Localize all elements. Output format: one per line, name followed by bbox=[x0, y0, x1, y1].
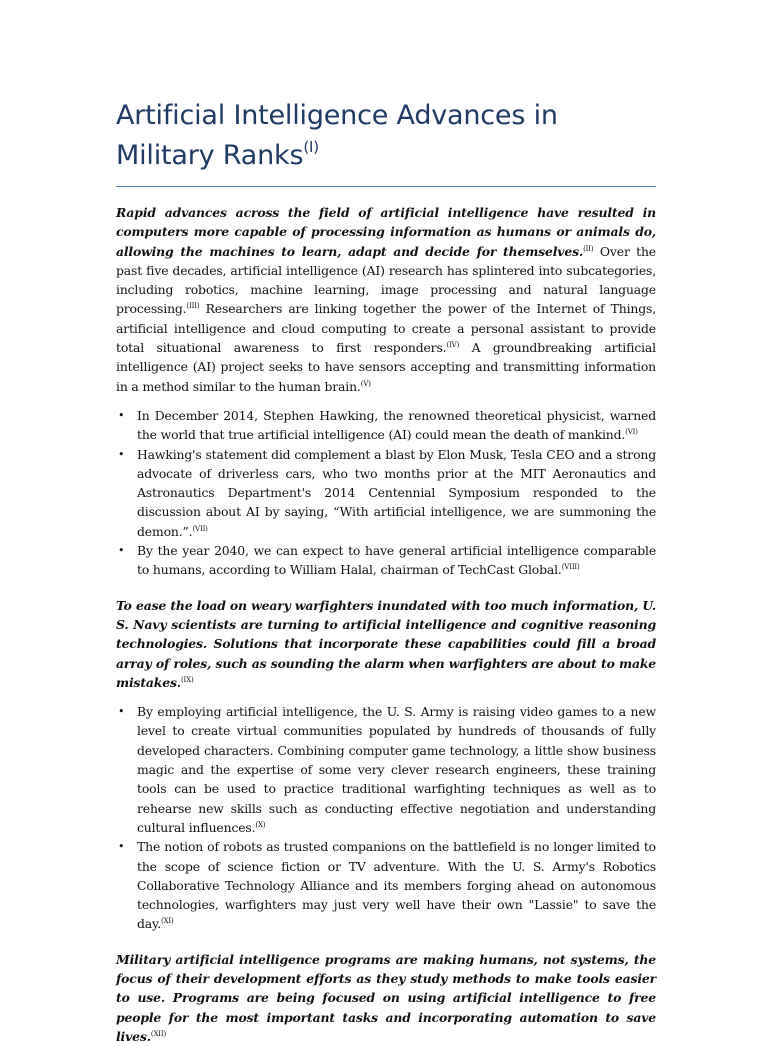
list-item bbox=[116, 702, 656, 837]
reference-marker: (XII) bbox=[150, 1029, 167, 1038]
reference-marker: (VII) bbox=[192, 524, 208, 533]
title-text: Artificial Intelligence Advances in Military Ranks bbox=[116, 100, 558, 171]
bullet-icon: • bbox=[118, 408, 125, 422]
list-item-text: In December 2014, Stephen Hawking, the renowned theoretical physicist, warned the world that true artificial intelligence (AI) could mean the death of mankind. bbox=[137, 407, 656, 443]
intro-text: Researchers are linking together the power of the Internet of Things, artificial intelligence and cloud computing to create a personal assistant to provide total situational awareness to first responders. bbox=[116, 301, 656, 356]
intro-text: Over the past five decades, artificial intelligence (AI) research has splintered into subcategories, including robotics, machine learning, image processing and natural language processing. bbox=[116, 243, 656, 317]
page-title bbox=[116, 96, 656, 176]
paragraph-text: To ease the load on weary warfighters inundated with too much information, U. S. Navy scientists are turning to artificial intelligence and cognitive reasoning technologies. Solutions that incorporate these capabilities could fill a broad array of roles, such as sounding the alarm when warfighters are about to make mistakes. bbox=[116, 597, 656, 690]
bullet-list-2 bbox=[116, 702, 656, 934]
reference-marker: (IX) bbox=[180, 675, 194, 684]
list-item-text: By employing artificial intelligence, the U. S. Army is raising video games to a new level to create virtual communities populated by hundreds of thousands of fully developed characters. Combining computer game technology, a little show business magic and the expertise of some very clever research engineers, these training tools can be used to practice traditional warfighting techniques as well as to rehearse new skills such as conducting effective negotiation and understanding cultural influences. bbox=[137, 704, 656, 835]
document-page bbox=[116, 0, 656, 1046]
bullet-icon: • bbox=[118, 840, 125, 854]
list-item bbox=[116, 541, 656, 580]
bullet-icon: • bbox=[118, 447, 125, 461]
bullet-icon: • bbox=[118, 544, 125, 558]
reference-marker: (III) bbox=[186, 302, 200, 311]
intro-text: A groundbreaking artificial intelligence (AI) project seeks to have sensors accepting and transmitting information in a method similar to the human brain. bbox=[116, 340, 656, 394]
title-divider bbox=[116, 186, 656, 187]
reference-marker: (II) bbox=[583, 244, 594, 253]
reference-marker: (IV) bbox=[446, 341, 460, 350]
list-item-text: The notion of robots as trusted companions on the battlefield is no longer limited to the scope of science fiction or TV adventure. With the U. S. Army's Robotics Collaborative Technology Alliance and its members forging ahead on autonomous technologies, warfighters may just very well have their own "Lassie" to save the day. bbox=[137, 839, 656, 932]
reference-marker: (VI) bbox=[625, 428, 638, 437]
reference-marker: (V) bbox=[360, 379, 371, 388]
intro-lead: Rapid advances across the field of artificial intelligence have resulted in computers more capable of processing information as humans or animals do, allowing the machines to learn, adapt and decide for themselves. bbox=[116, 205, 656, 259]
list-item bbox=[116, 445, 656, 541]
list-item bbox=[116, 406, 656, 445]
reference-marker: (XI) bbox=[161, 917, 174, 926]
list-item-text: By the year 2040, we can expect to have general artificial intelligence comparable to humans, according to William Halal, chairman of TechCast Global. bbox=[137, 543, 656, 578]
reference-marker: (VIII) bbox=[561, 563, 580, 572]
list-item bbox=[116, 837, 656, 933]
navy-paragraph bbox=[116, 596, 656, 692]
paragraph-text: Military artificial intelligence programs are making humans, not systems, the focus of their development efforts as they study methods to make tools easier to use. Programs are being focused on using artificial intelligence to free people for the most important tasks and incorporating automation to save lives. bbox=[116, 951, 656, 1044]
conclusion-paragraph bbox=[116, 950, 656, 1046]
list-item-text: Hawking's statement did complement a blast by Elon Musk, Tesla CEO and a strong advocate of driverless cars, who two months prior at the MIT Aeronautics and Astronautics Department's 2014 Centennial Symposium responded to the discussion about AI by saying, “With artificial intelligence, we are summoning the demon.”. bbox=[137, 446, 656, 539]
title-reference: (I) bbox=[303, 138, 319, 156]
reference-marker: (X) bbox=[255, 820, 266, 829]
intro-paragraph bbox=[116, 203, 656, 396]
bullet-icon: • bbox=[118, 705, 125, 719]
bullet-list-1 bbox=[116, 406, 656, 580]
